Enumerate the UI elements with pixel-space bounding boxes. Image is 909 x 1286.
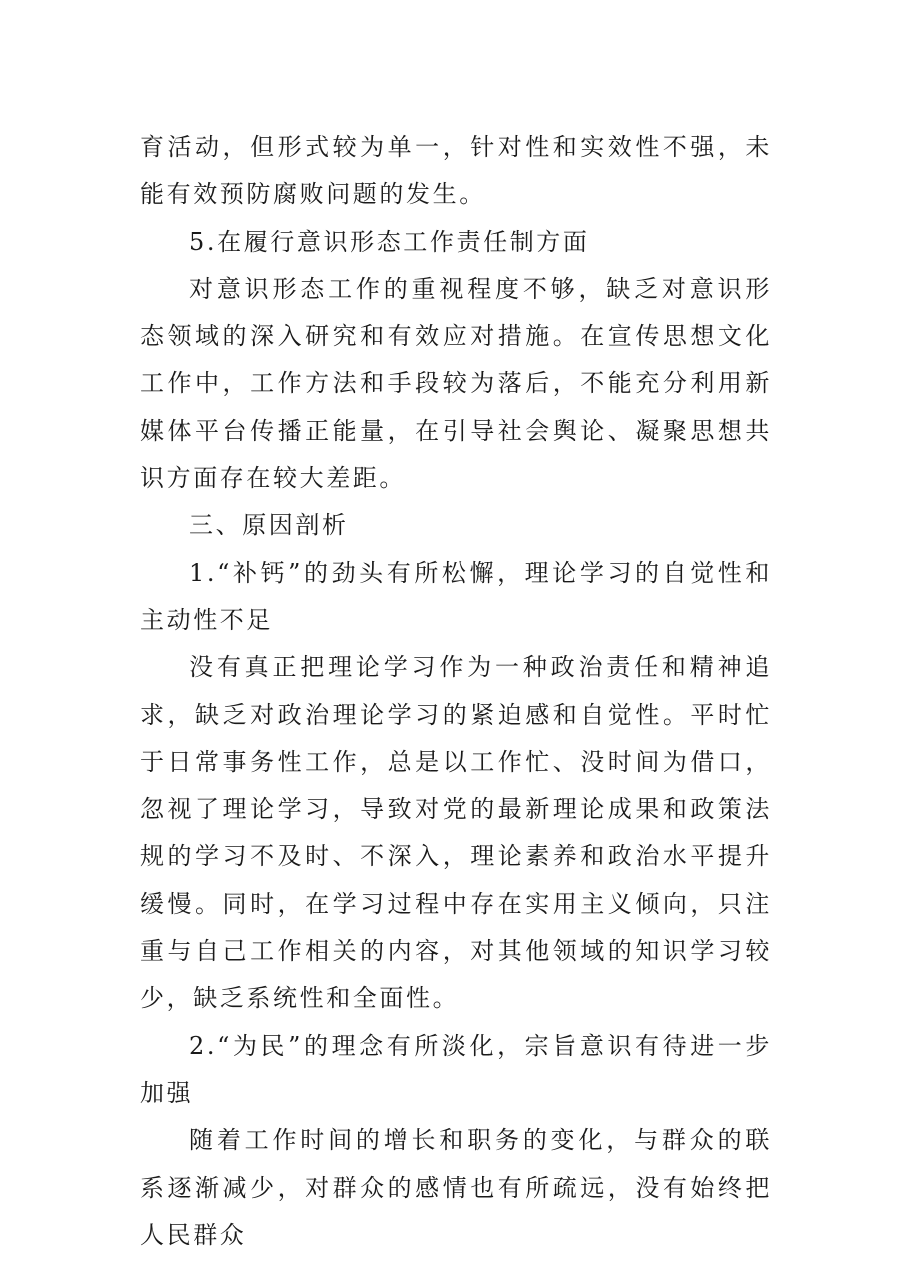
paragraph-people-oriented: 随着工作时间的增长和职务的变化，与群众的联系逐渐减少，对群众的感情也有所疏远，没有始终把人民群众 xyxy=(140,1126,772,1249)
chapter-heading-cause-analysis: 三、原因剖析 xyxy=(189,511,349,540)
section-heading-cause-2: 2.“为民”的理念有所淡化，宗旨意识有待进一步加强 xyxy=(140,1031,772,1107)
section-heading-cause-1: 1.“补钙”的劲头有所松懈，理论学习的自觉性和主动性不足 xyxy=(140,558,772,634)
paragraph-continuation: 育活动，但形式较为单一，针对性和实效性不强，未能有效预防腐败问题的发生。 xyxy=(140,133,772,209)
paragraph-ideology: 对意识形态工作的重视程度不够，缺乏对意识形态领域的深入研究和有效应对措施。在宣传思想文化工作中，工作方法和手段较为落后，不能充分利用新媒体平台传播正能量，在引导社会舆论、凝聚思想共识方面存在较大差距。 xyxy=(140,274,772,493)
paragraph-theory-study: 没有真正把理论学习作为一种政治责任和精神追求，缺乏对政治理论学习的紧迫感和自觉性。平时忙于日常事务性工作，总是以工作忙、没时间为借口，忽视了理论学习，导致对党的最新理论成果和政策法规的学习不及时、不深入，理论素养和政治水平提升缓慢。同时，在学习过程中存在实用主义倾向，只注重与自己工作相关的内容，对其他领域的知识学习较少，缺乏系统性和全面性。 xyxy=(140,653,772,1013)
document-body xyxy=(140,124,772,1259)
section-heading-5: 5.在履行意识形态工作责任制方面 xyxy=(189,227,590,256)
